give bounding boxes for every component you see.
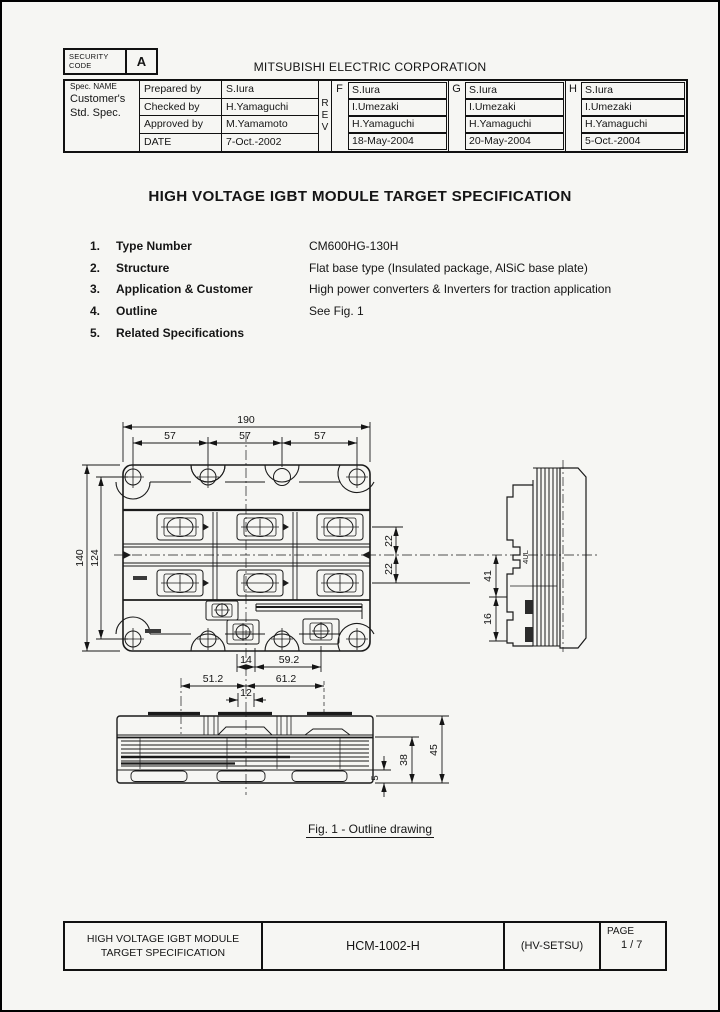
dim-label: 57 xyxy=(164,430,176,442)
dim-label: 124 xyxy=(89,549,101,567)
side-view xyxy=(507,460,586,652)
dim-label: 57 xyxy=(239,430,251,442)
top-view xyxy=(116,465,374,651)
module-marking xyxy=(145,629,161,633)
item-label: Application & Customer xyxy=(116,282,253,297)
dim-label: 190 xyxy=(237,414,255,426)
dim-label: 12 xyxy=(240,687,252,699)
list-item xyxy=(0,322,720,344)
rev-entry: 18-May-2004 xyxy=(348,133,447,150)
rev-entry: I.Umezaki xyxy=(465,99,564,116)
figure-caption: Fig. 1 - Outline drawing xyxy=(307,822,433,836)
row-label: Checked by xyxy=(140,99,222,117)
figure-caption-wrap xyxy=(240,820,500,838)
main-terminals-row1 xyxy=(157,514,363,540)
dim-label: 59.2 xyxy=(278,654,300,666)
item-number: 5. xyxy=(90,325,101,340)
footer-page xyxy=(601,923,665,969)
list-item xyxy=(0,235,720,257)
item-value: High power converters & Inverters for traction application xyxy=(309,282,612,297)
item-value: See Fig. 1 xyxy=(309,303,364,318)
dim-label: 16 xyxy=(482,613,494,625)
row-label: DATE xyxy=(140,134,222,152)
original-entry: S.Iura xyxy=(222,81,319,99)
footer-doc-title-line2: TARGET SPECIFICATION xyxy=(100,947,226,959)
spec-list xyxy=(0,235,720,343)
spec-name-title: Spec. NAME xyxy=(70,82,117,91)
spec-name-line1: Customer's xyxy=(70,93,126,105)
company-name: MITSUBISHI ELECTRIC CORPORATION xyxy=(253,60,487,74)
item-label: Structure xyxy=(116,260,170,275)
module-marking xyxy=(133,576,147,580)
spec-name-cell xyxy=(65,81,140,151)
rev-entry: 20-May-2004 xyxy=(465,133,564,150)
item-number: 4. xyxy=(90,303,101,318)
side-marking: 4UL xyxy=(521,550,530,564)
rev-code: F xyxy=(336,83,343,95)
rev-entries-h xyxy=(580,81,686,151)
dim-label: 45 xyxy=(428,744,440,756)
item-value: Flat base type (Insulated package, AlSiC base plate) xyxy=(309,260,588,275)
aux-terminals xyxy=(206,601,362,644)
rev-entry: H.Yamaguchi xyxy=(581,116,685,133)
item-value: CM600HG-130H xyxy=(309,238,399,253)
original-entry: 7-Oct.-2002 xyxy=(222,134,319,152)
rev-code: G xyxy=(448,81,464,151)
dim-label: 22 xyxy=(383,535,395,547)
footer-table xyxy=(63,921,667,971)
dim-label: 51.2 xyxy=(202,673,224,685)
row-label: Prepared by xyxy=(140,81,222,99)
dim-label: 14 xyxy=(240,654,252,666)
item-label: Related Specifications xyxy=(116,325,245,340)
row-label: Approved by xyxy=(140,116,222,134)
outline-drawing xyxy=(60,398,680,850)
list-item xyxy=(0,300,720,322)
rev-entry: H.Yamaguchi xyxy=(465,116,564,133)
dim-label: 38 xyxy=(398,754,410,766)
footer-page-label: PAGE xyxy=(607,926,635,937)
security-code-box xyxy=(63,48,158,75)
security-code-value: A xyxy=(136,54,147,69)
dim-label: 22 xyxy=(383,563,395,575)
rev-entry: S.Iura xyxy=(348,82,447,99)
page-title: HIGH VOLTAGE IGBT MODULE TARGET SPECIFICATION xyxy=(148,188,572,205)
item-label: Outline xyxy=(116,303,158,318)
list-item xyxy=(0,278,720,300)
rev-entry: H.Yamaguchi xyxy=(348,116,447,133)
item-number: 1. xyxy=(90,238,101,253)
footer-doc-title-line1: HIGH VOLTAGE IGBT MODULE xyxy=(86,932,240,945)
rev-column-label: REV xyxy=(319,81,332,151)
dim-label: 41 xyxy=(482,570,494,582)
rev-entries-g xyxy=(464,81,565,151)
approval-table xyxy=(63,79,688,153)
item-number: 2. xyxy=(90,260,101,275)
rev-entry: S.Iura xyxy=(465,82,564,99)
dim-label: 5 xyxy=(370,775,381,781)
front-view xyxy=(117,714,373,784)
dim-label: 140 xyxy=(74,549,86,567)
dim-label: 57 xyxy=(314,430,326,442)
rev-entries-f xyxy=(347,81,448,151)
original-entry: H.Yamaguchi xyxy=(222,99,319,117)
mounting-holes xyxy=(122,466,368,650)
original-entry: M.Yamamoto xyxy=(222,116,319,134)
footer-page-value: 1 / 7 xyxy=(621,939,643,951)
rev-entry: I.Umezaki xyxy=(348,99,447,116)
rev-entry: S.Iura xyxy=(581,82,685,99)
dimension-labels xyxy=(74,414,530,781)
rev-entry: I.Umezaki xyxy=(581,99,685,116)
item-label: Type Number xyxy=(116,238,192,253)
footer-department: (HV-SETSU) xyxy=(505,923,601,969)
rev-entry: 5-Oct.-2004 xyxy=(581,133,685,150)
footer-doc-number: HCM-1002-H xyxy=(263,923,505,969)
rev-code: H xyxy=(565,81,580,151)
list-item xyxy=(0,257,720,279)
dim-label: 61.2 xyxy=(275,673,297,685)
main-terminals-row2 xyxy=(157,570,363,596)
spec-name-line2: Std. Spec. xyxy=(70,107,121,119)
mounting-ears xyxy=(116,465,374,651)
footer-doc-title xyxy=(65,923,263,969)
security-code-label: SECURITY CODE xyxy=(65,50,127,73)
item-number: 3. xyxy=(90,282,101,297)
